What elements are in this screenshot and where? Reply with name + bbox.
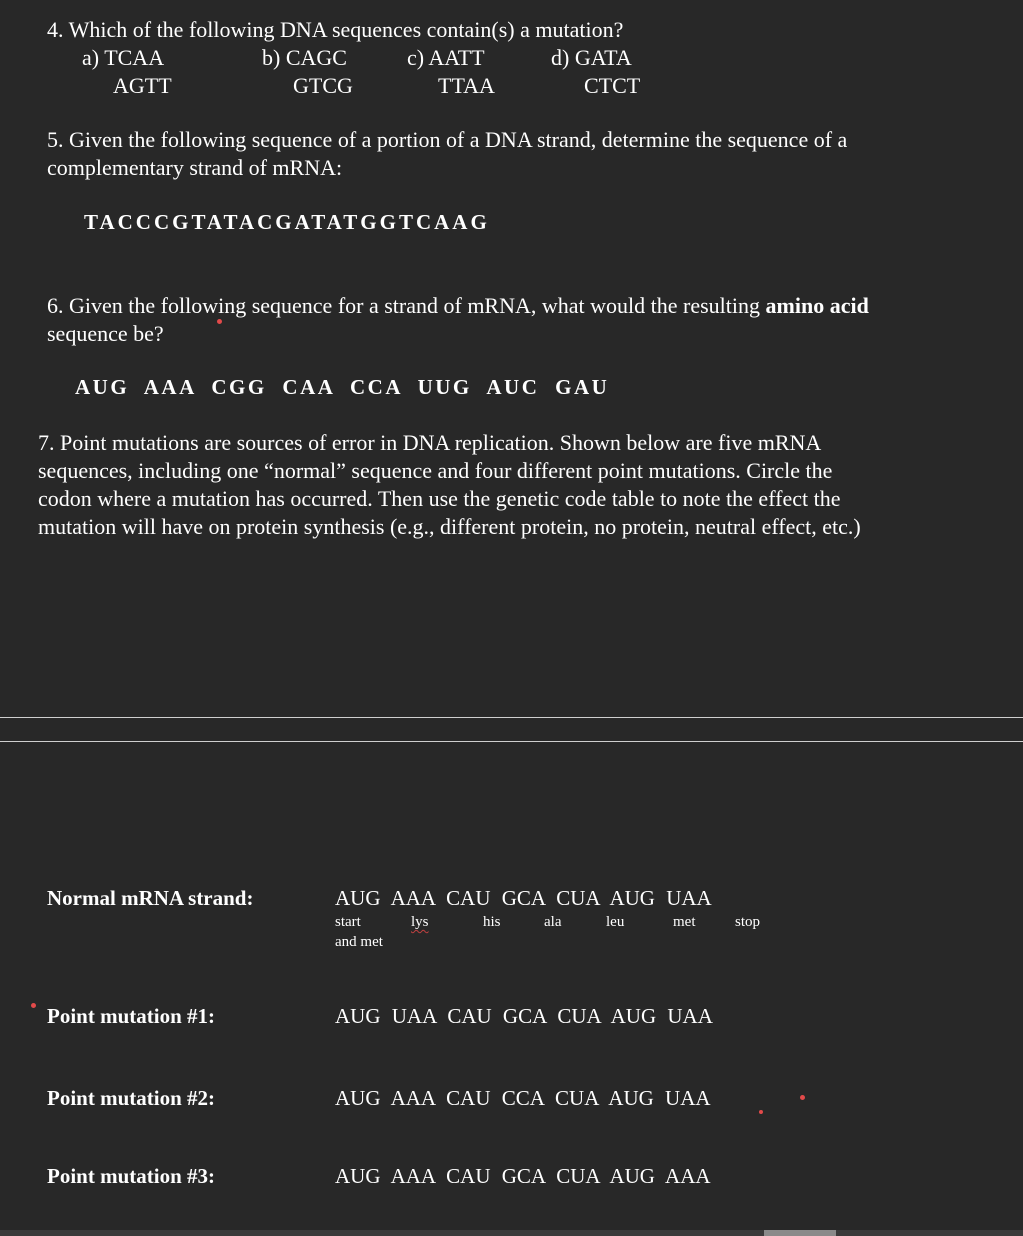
mutation-1-sequence: AUG UAA CAU GCA CUA AUG UAA (335, 1004, 713, 1028)
amino-leu: leu (606, 914, 625, 930)
q4-option-a-bottom: AGTT (113, 73, 172, 98)
q6-mrna-sequence: AUG AAA CGG CAA CCA UUG AUC GAU (75, 375, 610, 399)
amino-start: start (335, 914, 361, 930)
q6-prompt-text: 6. Given the following sequence for a strand of mRNA, what would the resulting (47, 293, 766, 318)
scrollbar-thumb[interactable] (764, 1230, 836, 1236)
q5-dna-sequence: TACCCGTATACGATATGGTCAAG (84, 210, 490, 234)
mutation-3-label: Point mutation #3: (47, 1164, 215, 1188)
mutation-2-sequence: AUG AAA CAU CCA CUA AUG UAA (335, 1086, 711, 1110)
normal-strand-sequence: AUG AAA CAU GCA CUA AUG UAA (335, 886, 712, 910)
q7-prompt-line2: sequences, including one “normal” sequence and four different point mutations. Circle the (38, 458, 833, 483)
amino-met: met (673, 914, 696, 930)
amino-ala: ala (544, 914, 562, 930)
q4-option-d-bottom: CTCT (584, 73, 641, 98)
q6-prompt-bold: amino acid (765, 293, 869, 318)
q5-prompt-line1: 5. Given the following sequence of a portion of a DNA strand, determine the sequence of a (47, 127, 848, 152)
divider-top (0, 717, 1023, 718)
q6-prompt-line2: sequence be? (47, 321, 164, 346)
q7-prompt-line1: 7. Point mutations are sources of error in DNA replication. Shown below are five mRNA (38, 430, 822, 455)
q4-option-c-bottom: TTAA (438, 73, 495, 98)
q6-prompt-line1 (47, 292, 869, 320)
annotation-dot (217, 319, 222, 324)
q5-prompt-line2: complementary strand of mRNA: (47, 155, 343, 180)
amino-start-extra: and met (335, 934, 383, 950)
q4-question: 4. Which of the following DNA sequences contain(s) a mutation? (47, 17, 624, 42)
normal-strand-label: Normal mRNA strand: (47, 886, 254, 910)
q4-option-c-top: c) AATT (407, 45, 485, 70)
amino-stop: stop (735, 914, 761, 930)
q4-option-b-bottom: GTCG (293, 73, 353, 98)
mutation-2-label: Point mutation #2: (47, 1086, 215, 1110)
annotation-dot (800, 1095, 805, 1100)
horizontal-scrollbar[interactable] (0, 1230, 1023, 1236)
q4-option-b-top: b) CAGC (262, 45, 347, 70)
mutation-3-sequence: AUG AAA CAU GCA CUA AUG AAA (335, 1164, 711, 1188)
q7-prompt-line4: mutation will have on protein synthesis (e.g., different protein, no protein, neutral effect, etc.) (38, 514, 861, 539)
amino-lys: lys (411, 914, 429, 930)
amino-his: his (483, 914, 501, 930)
q7-prompt-line3: codon where a mutation has occurred. Then use the genetic code table to note the effect the (38, 486, 841, 511)
q4-option-d-top: d) GATA (551, 45, 632, 70)
q4-option-a-top: a) TCAA (82, 45, 165, 70)
annotation-dot (31, 1003, 36, 1008)
annotation-dot (759, 1110, 763, 1114)
divider-bottom (0, 741, 1023, 742)
mutation-1-label: Point mutation #1: (47, 1004, 215, 1028)
